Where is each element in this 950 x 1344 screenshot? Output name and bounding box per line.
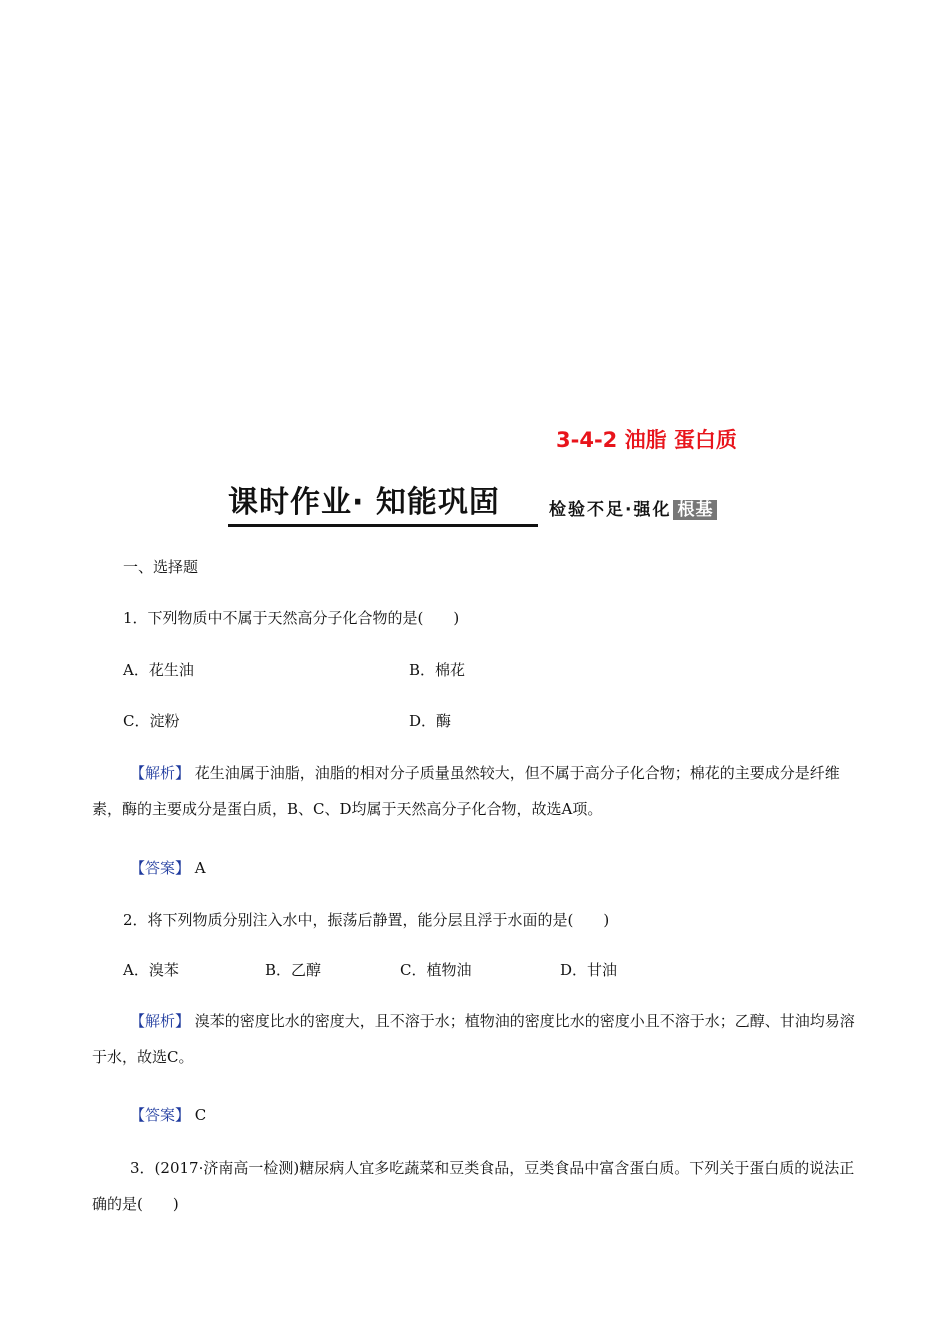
q1-option-c: C．淀粉 xyxy=(123,712,180,730)
q2-analysis-text: 溴苯的密度比水的密度大，且不溶于水；植物油的密度比水的密度小且不溶于水；乙醇、甘油均易溶于水，故选C。 xyxy=(92,1012,855,1066)
q1-answer-label: 【答案】 xyxy=(130,859,191,877)
q1-analysis xyxy=(92,755,862,827)
q3-stem-text: 3．(2017·济南高一检测)糖尿病人宜多吃蔬菜和豆类食品，豆类食品中富含蛋白质。下列关于蛋白质的说法正确的是( ) xyxy=(92,1159,855,1213)
q3-stem xyxy=(92,1150,862,1222)
q2-analysis xyxy=(92,1003,862,1075)
q1-stem: 1．下列物质中不属于天然高分子化合物的是( ) xyxy=(123,609,460,627)
q2-analysis-label: 【解析】 xyxy=(130,1012,191,1030)
banner-sub-boxed: 根基 xyxy=(673,500,717,520)
q1-option-a: A．花生油 xyxy=(123,661,194,679)
q2-stem: 2．将下列物质分别注入水中，振荡后静置，能分层且浮于水面的是( ) xyxy=(123,911,610,929)
q1-answer-value: A xyxy=(194,859,206,877)
banner-sub xyxy=(549,499,717,521)
q1-option-d: D．酶 xyxy=(409,712,452,730)
q1-analysis-text: 花生油属于油脂，油脂的相对分子质量虽然较大，但不属于高分子化合物；棉花的主要成分是纤维素，酶的主要成分是蛋白质，B、C、D均属于天然高分子化合物，故选A项。 xyxy=(92,764,840,818)
q2-answer-label: 【答案】 xyxy=(130,1106,191,1124)
banner-main: 课时作业· 知能巩固 xyxy=(228,484,538,527)
q1-analysis-label: 【解析】 xyxy=(130,764,191,782)
q1-option-b: B．棉花 xyxy=(409,661,466,679)
q2-option-d: D．甘油 xyxy=(560,961,618,979)
q1-answer xyxy=(130,858,206,878)
banner-sub-text: 检验不足·强化 xyxy=(549,500,672,520)
section-heading: 一、选择题 xyxy=(123,558,199,576)
q2-option-c: C．植物油 xyxy=(400,961,472,979)
q2-option-b: B．乙醇 xyxy=(265,961,322,979)
q2-answer xyxy=(130,1105,206,1125)
q2-option-a: A．溴苯 xyxy=(123,961,179,979)
page-title: 3-4-2 油脂 蛋白质 xyxy=(556,428,737,452)
q2-answer-value: C xyxy=(194,1106,207,1124)
